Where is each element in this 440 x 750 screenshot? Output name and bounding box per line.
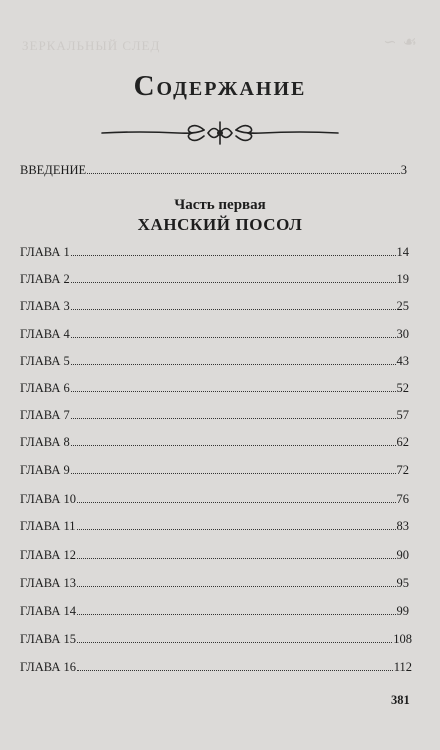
dot-leader [87, 164, 400, 174]
dot-leader [71, 409, 396, 419]
toc-entry-label: ГЛАВА 14 [20, 604, 76, 618]
toc-chapter-entry [20, 245, 409, 260]
toc-entry-page: 52 [396, 381, 409, 395]
toc-chapter-entry [20, 463, 409, 478]
toc-entry-label: ГЛАВА 6 [20, 381, 70, 395]
part-title: Часть первая [174, 197, 266, 213]
toc-chapter-entry [20, 354, 409, 369]
toc-entry-page: 19 [396, 272, 409, 286]
toc-entry-page: 95 [396, 576, 409, 590]
dot-leader [71, 355, 396, 365]
toc-chapter-entry [20, 519, 409, 534]
toc-entry-label: ГЛАВА 15 [20, 632, 76, 646]
toc-entry-page: 30 [396, 327, 409, 341]
toc-entry-label: ГЛАВА 9 [20, 463, 70, 477]
toc-entry-label: ГЛАВА 3 [20, 299, 70, 313]
toc-entry-page: 25 [396, 299, 409, 313]
dot-leader [71, 464, 396, 474]
toc-entry-label: ГЛАВА 10 [20, 492, 76, 506]
toc-entry-label: ГЛАВА 2 [20, 272, 70, 286]
page-number: 381 [391, 693, 410, 707]
toc-chapter-entry [20, 492, 409, 507]
toc-entry-page: 62 [396, 435, 409, 449]
toc-entry-page: 112 [393, 660, 412, 674]
toc-chapter-entry [20, 435, 409, 450]
toc-entry-page: 76 [396, 492, 409, 506]
bleed-through-text: ЗЕРКАЛЬНЫЙ СЛЕД ∽ ☙ [22, 34, 418, 53]
toc-chapter-entry [20, 660, 412, 675]
dot-leader [71, 246, 396, 256]
dot-leader [77, 493, 396, 503]
dot-leader [77, 520, 396, 530]
toc-chapter-entry [20, 548, 409, 563]
toc-entry-page: 43 [396, 354, 409, 368]
toc-entry-label: ГЛАВА 8 [20, 435, 70, 449]
toc-chapter-entry [20, 272, 409, 287]
toc-entry-label: ГЛАВА 4 [20, 327, 70, 341]
toc-chapter-entry [20, 604, 409, 619]
dot-leader [77, 661, 393, 671]
toc-chapter-entry [20, 327, 409, 342]
dot-leader [77, 633, 392, 643]
toc-chapter-entry [20, 576, 409, 591]
toc-entry-label: ГЛАВА 13 [20, 576, 76, 590]
toc-chapter-entry [20, 299, 409, 314]
dot-leader [77, 577, 396, 587]
toc-entry-label: ГЛАВА 16 [20, 660, 76, 674]
contents-title: Содержание [133, 70, 307, 102]
toc-entry-page: 57 [396, 408, 409, 422]
dot-leader [71, 328, 396, 338]
flourish-divider-icon [100, 118, 340, 148]
toc-chapter-entry [20, 408, 409, 423]
toc-entry-page: 83 [396, 519, 409, 533]
dot-leader [71, 273, 396, 283]
toc-entry-page: 99 [396, 604, 409, 618]
toc-entry-label: ГЛАВА 12 [20, 548, 76, 562]
toc-chapter-entry [20, 381, 409, 396]
toc-entry-label: ГЛАВА 11 [20, 519, 76, 533]
dot-leader [71, 436, 396, 446]
toc-entry-intro [20, 163, 407, 178]
dot-leader [71, 300, 396, 310]
toc-entry-page: 108 [393, 632, 412, 646]
dot-leader [71, 382, 396, 392]
dot-leader [77, 549, 396, 559]
toc-entry-label: ГЛАВА 1 [20, 245, 70, 259]
dot-leader [77, 605, 396, 615]
toc-entry-page: 14 [396, 245, 409, 259]
toc-chapter-entry [20, 632, 412, 647]
toc-entry-label: ГЛАВА 7 [20, 408, 70, 422]
toc-entry-page: 3 [400, 163, 407, 177]
toc-entry-label: ГЛАВА 5 [20, 354, 70, 368]
toc-entry-page: 90 [396, 548, 409, 562]
part-name: ХАНСКИЙ ПОСОЛ [137, 215, 303, 234]
toc-entry-page: 72 [396, 463, 409, 477]
toc-entry-label: ВВЕДЕНИЕ [20, 163, 87, 177]
